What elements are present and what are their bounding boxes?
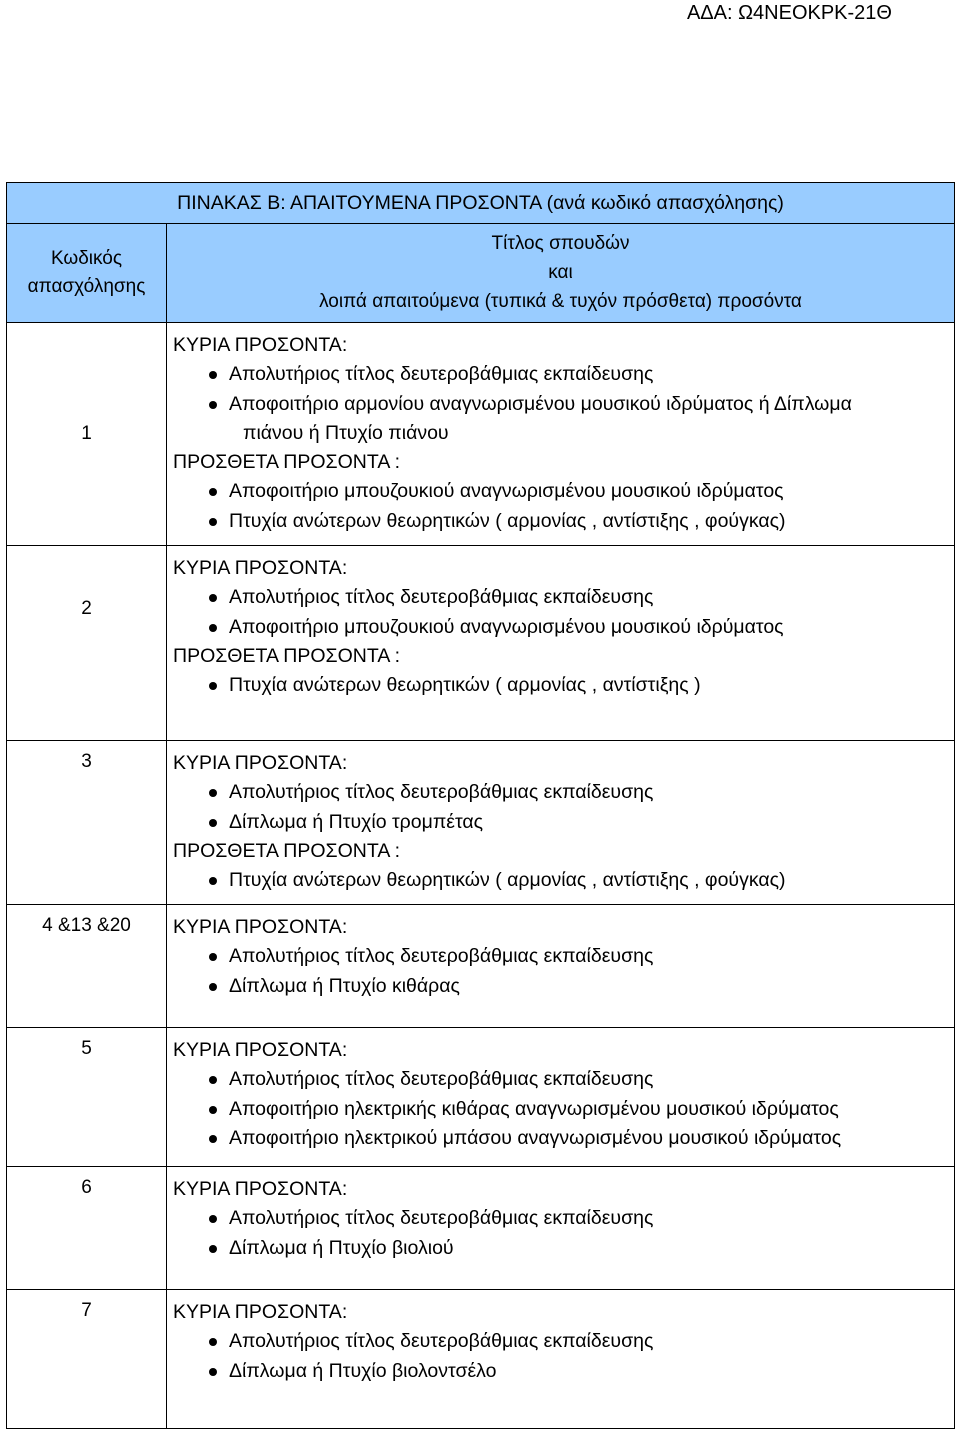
bullet-icon [209,877,217,885]
bullet-icon [209,594,217,602]
list-item [173,942,950,972]
row-content [167,1166,955,1289]
list-item-text: Απολυτήριος τίτλος δευτεροβάθμιας εκπαίδευσης [229,1206,654,1229]
column-header-title [167,224,955,323]
row-code: 2 [7,545,167,740]
row-code: 7 [7,1289,167,1428]
column-header-title-line: Τίτλος σπουδών [491,233,630,254]
main-qualifications-label: ΚΥΡΙΑ ΠΡΟΣΟΝΤΑ: [173,1300,348,1323]
list-item [173,583,950,613]
table-row [7,545,955,740]
list-item [173,778,950,808]
list-item [173,1095,950,1125]
row-content [167,1289,955,1428]
row-content [167,1027,955,1166]
list-item [173,390,950,420]
table-row [7,1027,955,1166]
list-item-text: Δίπλωμα ή Πτυχίο κιθάρας [229,974,460,997]
list-item [173,1357,950,1387]
bullet-icon [209,518,217,526]
document-reference: ΑΔΑ: Ω4ΝΕΟΚΡΚ-21Θ [686,2,892,24]
list-item-text: Δίπλωμα ή Πτυχίο τρομπέτας [229,810,484,833]
bullet-icon [209,1106,217,1114]
list-item [173,1234,950,1264]
table-row [7,1289,955,1428]
column-header-code-line: απασχόλησης [27,276,146,297]
list-item-text: Απολυτήριος τίτλος δευτεροβάθμιας εκπαίδευσης [229,585,654,608]
extra-qualifications-label: ΠΡΟΣΘΕΤΑ ΠΡΟΣΟΝΤΑ : [173,840,401,863]
main-qualifications-label: ΚΥΡΙΑ ΠΡΟΣΟΝΤΑ: [173,915,348,938]
row-code: 5 [7,1027,167,1166]
table-row [7,1166,955,1289]
list-item-continuation: πιάνου ή Πτυχίο πιάνου [243,422,449,445]
list-item-text: Δίπλωμα ή Πτυχίο βιολιού [229,1236,454,1259]
bullet-icon [209,1215,217,1223]
list-item [173,1065,950,1095]
list-item [173,360,950,390]
bullet-icon [209,1368,217,1376]
list-item-text: Πτυχία ανώτερων θεωρητικών ( αρμονίας , αντίστιξης , φούγκας) [229,510,786,533]
list-item-text: Απολυτήριος τίτλος δευτεροβάθμιας εκπαίδευσης [229,363,654,385]
bullet-icon [209,819,217,827]
extra-qualifications-label: ΠΡΟΣΘΕΤΑ ΠΡΟΣΟΝΤΑ : [173,645,401,668]
row-content [167,545,955,740]
table-title-cell [7,183,955,224]
column-header-code-line: Κωδικός [50,248,123,269]
list-item [173,1204,950,1234]
list-item [173,671,950,701]
list-item [173,808,950,838]
bullet-icon [209,682,217,690]
list-item [173,507,950,537]
main-qualifications-label: ΚΥΡΙΑ ΠΡΟΣΟΝΤΑ: [173,556,348,579]
bullet-icon [209,488,217,496]
bullet-icon [209,371,217,379]
list-item [173,866,950,896]
list-item-text: Απολυτήριος τίτλος δευτεροβάθμιας εκπαίδευσης [229,1067,654,1090]
main-qualifications-label: ΚΥΡΙΑ ΠΡΟΣΟΝΤΑ: [173,1038,348,1061]
table-title: ΠΙΝΑΚΑΣ Β: ΑΠΑΙΤΟΥΜΕΝΑ ΠΡΟΣΟΝΤΑ (ανά κωδικό απασχόλησης) [177,192,784,214]
row-code: 4 &13 &20 [7,904,167,1027]
main-qualifications-label: ΚΥΡΙΑ ΠΡΟΣΟΝΤΑ: [173,334,348,356]
column-header-code [7,224,167,323]
bullet-icon [209,953,217,961]
list-item-text: Απολυτήριος τίτλος δευτεροβάθμιας εκπαίδευσης [229,1329,654,1352]
row-code: 6 [7,1166,167,1289]
row-content [167,323,955,546]
list-item [173,1124,950,1154]
list-item-text: Αποφοιτήριο μπουζουκιού αναγνωρισμένου μουσικού ιδρύματος [229,615,784,638]
table-header-row [7,224,955,323]
list-item [173,1327,950,1357]
list-item-text: Αποφοιτήριο αρμονίου αναγνωρισμένου μουσικού ιδρύματος ή Δίπλωμα [229,392,852,415]
list-item [173,477,950,507]
bullet-icon [209,1076,217,1084]
table-row [7,740,955,904]
requirements-table [6,182,955,1429]
row-content [167,740,955,904]
bullet-icon [209,1338,217,1346]
row-content [167,904,955,1027]
main-qualifications-label: ΚΥΡΙΑ ΠΡΟΣΟΝΤΑ: [173,751,348,774]
list-item-text: Αποφοιτήριο μπουζουκιού αναγνωρισμένου μουσικού ιδρύματος [229,480,784,503]
bullet-icon [209,983,217,991]
table-row [7,904,955,1027]
bullet-icon [209,1135,217,1143]
list-item [173,613,950,643]
list-item-text: Πτυχία ανώτερων θεωρητικών ( αρμονίας , αντίστιξης , φούγκας) [229,869,786,892]
row-code: 3 [7,740,167,904]
table-row [7,323,955,546]
list-item-text: Απολυτήριος τίτλος δευτεροβάθμιας εκπαίδευσης [229,780,654,803]
list-item-text: Πτυχία ανώτερων θεωρητικών ( αρμονίας , αντίστιξης ) [229,674,701,697]
main-qualifications-label: ΚΥΡΙΑ ΠΡΟΣΟΝΤΑ: [173,1177,348,1200]
list-item-text: Απολυτήριος τίτλος δευτεροβάθμιας εκπαίδευσης [229,944,654,967]
extra-qualifications-label: ΠΡΟΣΘΕΤΑ ΠΡΟΣΟΝΤΑ : [173,451,401,474]
list-item-text: Αποφοιτήριο ηλεκτρικής κιθάρας αναγνωρισμένου μουσικού ιδρύματος [229,1097,839,1120]
list-item-text: Αποφοιτήριο ηλεκτρικού μπάσου αναγνωρισμένου μουσικού ιδρύματος [229,1127,842,1150]
row-code: 1 [7,323,167,546]
list-item-text: Δίπλωμα ή Πτυχίο βιολοντσέλο [229,1359,497,1382]
column-header-title-line: λοιπά απαιτούμενα (τυπικά & τυχόν πρόσθετα) προσόντα [319,291,802,312]
bullet-icon [209,401,217,409]
bullet-icon [209,789,217,797]
list-item [173,972,950,1002]
column-header-title-line: και [548,262,573,283]
bullet-icon [209,624,217,632]
table-title-row [7,183,955,224]
bullet-icon [209,1245,217,1253]
